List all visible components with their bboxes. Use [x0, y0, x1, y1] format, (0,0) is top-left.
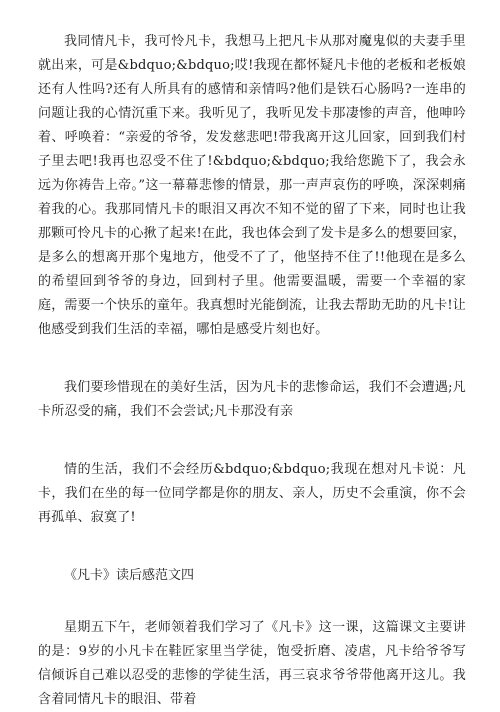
section-heading: 《凡卡》读后感范文四 — [64, 568, 195, 583]
paragraph-4: 星期五下午，老师领着我们学习了《凡卡》这一课，这篇课文主要讲的是：9岁的小凡卡在鞋匠家里当学徒，饱受折磨、凌虐，凡卡给爷爷写信倾诉自己难以忍受的悲惨的学徒生活，再三哀求爷爷带他离开这儿。我含着同情凡卡的眼泪、带着 — [38, 620, 466, 707]
paragraph-3: 情的生活，我们不会经历&bdquo;&bdquo;我现在想对凡卡说：凡卡，我们在坐的每一位同学都是你的朋友、亲人，历史不会重演，你不会再孤单、寂寞了! — [38, 462, 466, 525]
paragraph-2: 我们要珍惜现在的美好生活，因为凡卡的悲惨命运，我们不会遭遇;凡卡所忍受的痛，我们不会尝试;凡卡那没有亲 — [38, 380, 466, 419]
paragraph-1: 我同情凡卡，我可怜凡卡，我想马上把凡卡从那对魔鬼似的夫妻手里就出来，可是&bdquo;&bdquo;哎!我现在都怀疑凡卡他的老板和老板娘还有人性吗?还有人所具有的感情和亲情吗?他们是铁石心肠吗?一连串的问题让我的心情沉重下来。我听见了，我听见发卡那凄惨的声音，他呻吟着、呼唤着：“亲爱的爷爷，发发慈悲吧!带我离开这儿回家，回到我们村子里去吧!我再也忍受不住了!&bdquo;&bdquo;我给您跪下了，我会永远为你祷告上帝。”这一幕幕悲惨的情景，那一声声哀伤的呼唤，深深刺痛着我的心。我那同情凡卡的眼泪又再次不知不觉的留了下来，同时也让我那颗可怜凡卡的心揪了起来!在此，我也体会到了发卡是多么的想要回家，是多么的想离开那个鬼地方，他受不了了，他坚持不住了!!他现在是多么的希望回到爷爷的身边，回到村子里。他需要温暖，需要一个幸福的家庭，需要一个快乐的童年。我真想时光能倒流，让我去帮助无助的凡卡!让他感受到我们生活的幸福，哪怕是感受片刻也好。 — [38, 34, 466, 337]
